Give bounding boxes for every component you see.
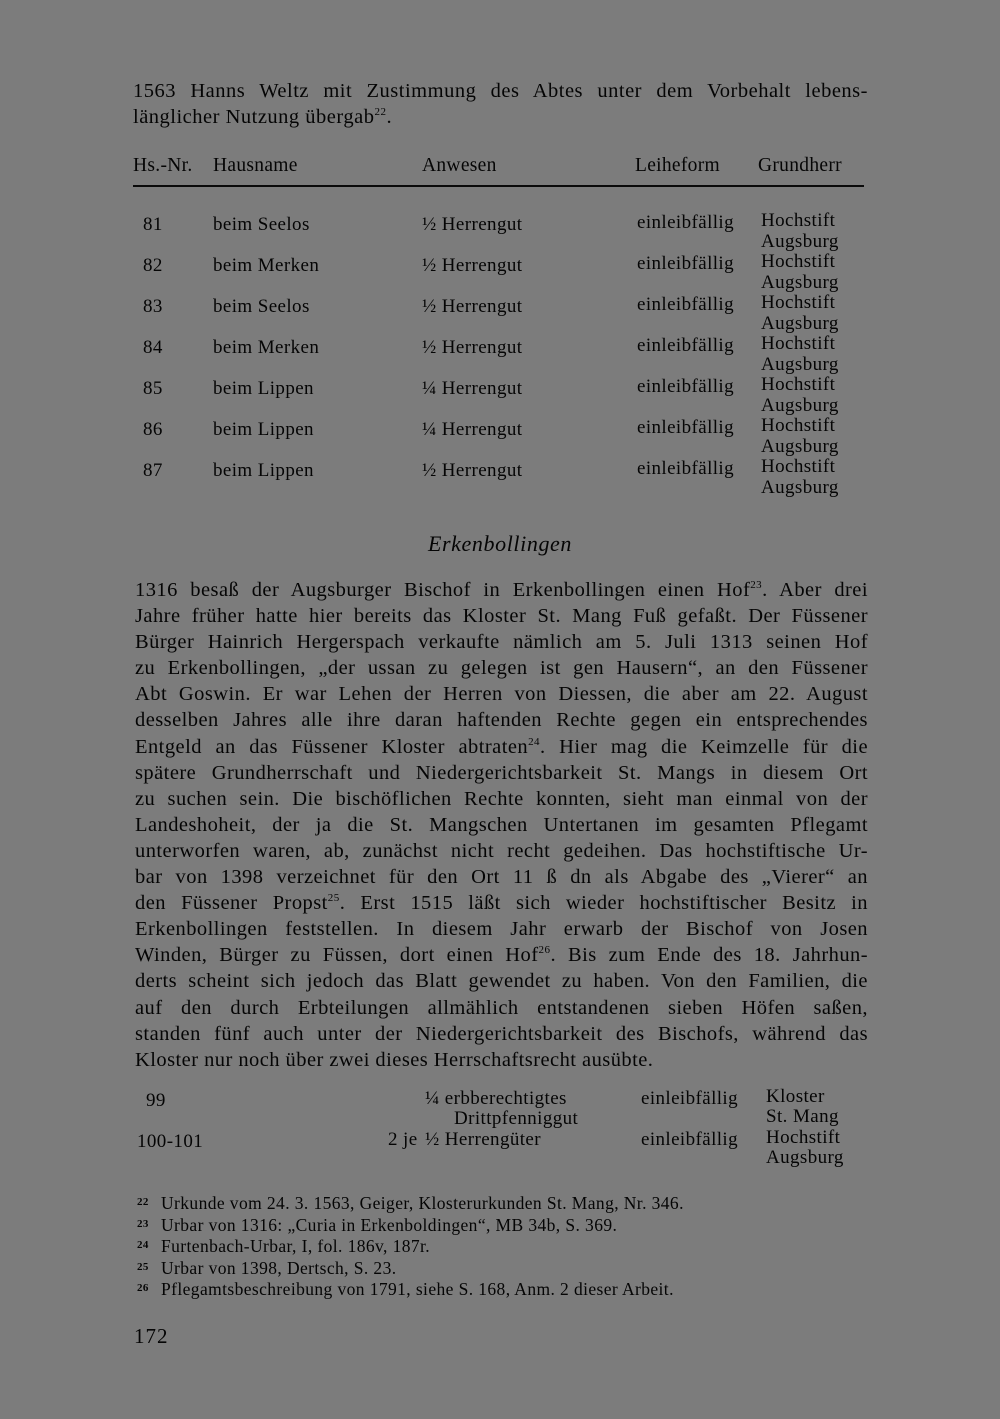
paragraph-line <box>135 629 868 655</box>
footnote-text: Urkunde vom 24. 3. 1563, Geiger, Klosterurkunden St. Mang, Nr. 346. <box>161 1193 684 1213</box>
page-number: 172 <box>134 1324 169 1348</box>
row-hausname: beim Lippen <box>213 419 314 440</box>
row-grundherr-line2: Augsburg <box>761 395 839 416</box>
paragraph-line <box>135 890 868 916</box>
paragraph-text: derts scheint sich jedoch das Blatt gewendet zu haben. Von den Familien, die <box>135 970 868 993</box>
row-anwesen: ½ Herrengut <box>422 296 523 317</box>
row-grundherr-line2: Augsburg <box>761 231 839 252</box>
footnote-mark: 23 <box>137 1217 149 1230</box>
row-leiheform: einleibfällig <box>637 253 734 274</box>
paragraph-text: standen fünf auch unter der Niedergerichtsbarkeit des Bischofs, während das <box>135 1022 868 1045</box>
paragraph-text: Entgeld an das Füssener Kloster abtraten <box>135 735 529 758</box>
paragraph-text: zu Erkenbollingen, „der ussan zu gelegen ist gen Hausern“, an den Füssener <box>135 657 868 680</box>
row-grundherr: Kloster <box>766 1086 825 1107</box>
paragraph-text: . Aber drei <box>762 579 869 601</box>
row-grundherr: Hochstift <box>761 374 836 395</box>
paragraph-text: Erkenbollingen feststellen. In diesem Jahr erwarb der Bischof von Josen <box>135 918 868 941</box>
paragraph-text: Winden, Bürger zu Füssen, dort einen Hof <box>135 944 539 967</box>
paragraph-line <box>135 681 868 707</box>
paragraph-line <box>135 812 868 838</box>
paragraph-text: . Erst 1515 läßt sich wieder hochstiftischer Besitz in <box>339 892 868 915</box>
paragraph-line <box>135 916 868 942</box>
row-grundherr-line2: Augsburg <box>761 354 839 375</box>
row-grundherr-line2: Augsburg <box>761 313 839 334</box>
footnote <box>137 1214 617 1235</box>
row-grundherr: Hochstift <box>761 456 836 477</box>
row-hausname: beim Lippen <box>213 378 314 399</box>
footnote-ref[interactable]: 24 <box>528 735 541 748</box>
row-nr: 86 <box>143 419 163 440</box>
footnote <box>137 1235 430 1256</box>
paragraph-line <box>135 1021 868 1047</box>
paragraph-line <box>135 968 868 994</box>
paragraph-text: Kloster nur noch über zwei dieses Herrschaftsrecht ausübte. <box>135 1048 654 1071</box>
paragraph-line <box>135 603 868 629</box>
row-grundherr-line2: Augsburg <box>766 1147 844 1168</box>
row-hausname: beim Merken <box>213 337 320 358</box>
row-nr: 83 <box>143 296 163 317</box>
row-hausname: beim Lippen <box>213 460 314 481</box>
row-grundherr: Hochstift <box>761 210 836 231</box>
row-grundherr-line2: Augsburg <box>761 477 839 498</box>
row-anwesen: ½ Herrengut <box>422 214 523 235</box>
footnote <box>137 1192 684 1213</box>
paragraph-text: Abt Goswin. Er war Lehen der Herren von Diessen, die aber am 22. August <box>135 683 868 706</box>
row-hausname: beim Seelos <box>213 214 310 235</box>
row-anwesen: ½ Herrengut <box>422 255 523 276</box>
row-leiheform: einleibfällig <box>637 212 734 233</box>
intro-line: 1563 Hanns Weltz mit Zustimmung des Abtes unter dem Vorbehalt lebens- <box>133 80 868 102</box>
row-leiheform: einleibfällig <box>641 1129 738 1150</box>
row-leiheform: einleibfällig <box>637 376 734 397</box>
row-anwesen-line2: Drittpfenniggut <box>454 1108 579 1129</box>
footnote-ref[interactable]: 23 <box>750 579 763 592</box>
paragraph-text: 1316 besaß der Augsburger Bischof in Erkenbollingen einen Hof <box>135 579 751 601</box>
row-grundherr: Hochstift <box>761 333 836 354</box>
row-nr: 87 <box>143 460 163 481</box>
footnote-mark: 26 <box>137 1282 149 1294</box>
row-nr: 100-101 <box>137 1131 204 1152</box>
column-header-anwesen: Anwesen <box>422 155 497 176</box>
intro-line: länglicher Nutzung übergab$^{22}$. <box>133 106 393 128</box>
paragraph-line <box>135 838 868 864</box>
paragraph-text: bar von 1398 verzeichnet für den Ort 11 ß dn als Abgabe des „Vierer“ an <box>135 866 868 889</box>
footnote-mark: 24 <box>137 1239 149 1251</box>
paragraph-line <box>135 707 868 733</box>
row-anwesen: ½ Herrengut <box>422 460 523 481</box>
row-anwesen: ¼ erbberechtigtes <box>425 1088 567 1109</box>
column-header-hausname: Hausname <box>213 155 298 176</box>
row-nr: 82 <box>143 255 163 276</box>
row-leiheform: einleibfällig <box>637 458 734 479</box>
paragraph-line <box>135 577 868 603</box>
row-nr: 85 <box>143 378 163 399</box>
row-nr: 84 <box>143 337 163 358</box>
table-header-rule <box>133 185 864 187</box>
column-header-grundherr: Grundherr <box>758 155 842 176</box>
row-leiheform: einleibfällig <box>641 1088 738 1109</box>
row-nr: 81 <box>143 214 163 235</box>
paragraph-text: spätere Grundherrschaft und Niedergerichtsbarkeit St. Mangs in diesem Ort <box>135 761 868 784</box>
paragraph-line <box>135 942 868 968</box>
footnote-text: Pflegamtsbeschreibung von 1791, siehe S. 168, Anm. 2 dieser Arbeit. <box>161 1279 674 1299</box>
paragraph-line <box>135 864 868 890</box>
paragraph-line <box>135 655 868 681</box>
footnote-text: Furtenbach-Urbar, I, fol. 186v, 187r. <box>161 1236 431 1256</box>
paragraph-line <box>135 1047 868 1073</box>
footnote-text: Urbar von 1316: „Curia in Erkenboldingen“, MB 34b, S. 369. <box>161 1214 618 1235</box>
row-grundherr: Hochstift <box>761 251 836 272</box>
paragraph-text: desselben Jahres alle ihre daran haftenden Rechte gegen ein entsprechendes <box>135 709 868 732</box>
footnote-mark: 25 <box>137 1260 149 1273</box>
row-leiheform: einleibfällig <box>637 335 734 356</box>
row-grundherr-line2: Augsburg <box>761 272 839 293</box>
paragraph-text: unterworfen waren, ab, zunächst nicht recht gedeihen. Das hochstiftische Ur- <box>135 839 868 862</box>
paragraph-text: den Füssener Propst <box>135 892 328 915</box>
paragraph-text: . Bis zum Ende des 18. Jahrhun- <box>550 944 868 967</box>
row-count: 2 je <box>388 1129 418 1150</box>
paragraph-text: zu suchen sein. Die bischöflichen Rechte konnten, sieht man einmal von der <box>135 787 868 810</box>
section-heading: Erkenbollingen <box>427 531 573 556</box>
column-header-leiheform: Leiheform <box>635 155 720 176</box>
footnote-mark: 22 <box>137 1196 149 1208</box>
row-anwesen: ½ Herrengüter <box>425 1129 541 1150</box>
footnote <box>137 1257 397 1278</box>
paragraph-line <box>135 760 868 786</box>
footnote <box>137 1278 674 1299</box>
row-leiheform: einleibfällig <box>637 294 734 315</box>
footnote-ref[interactable]: 25 <box>327 892 340 905</box>
row-grundherr: Hochstift <box>761 415 836 436</box>
row-nr: 99 <box>146 1090 166 1111</box>
row-leiheform: einleibfällig <box>637 417 734 438</box>
row-grundherr: Hochstift <box>761 292 836 313</box>
row-anwesen: ¼ Herrengut <box>422 378 523 399</box>
row-grundherr-line2: Augsburg <box>761 436 839 457</box>
row-hausname: beim Merken <box>213 255 320 276</box>
row-grundherr: Hochstift <box>766 1127 841 1148</box>
paragraph-text: auf den durch Erbteilungen allmählich entstandenen sieben Höfen saßen, <box>135 996 868 1019</box>
body-paragraph <box>135 577 868 1073</box>
column-header-nr: Hs.-Nr. <box>133 155 193 176</box>
paragraph-text: Landeshoheit, der ja die St. Mangschen Untertanen im gesamten Pflegamt <box>135 813 868 836</box>
footnote-text: Urbar von 1398, Dertsch, S. 23. <box>161 1257 397 1278</box>
paragraph-text: . Hier mag die Keimzelle für die <box>540 735 868 758</box>
footnote-ref[interactable]: 22 <box>374 106 387 119</box>
row-grundherr-line2: St. Mang <box>766 1106 839 1127</box>
footnote-ref[interactable]: 26 <box>538 944 551 957</box>
paragraph-line <box>135 995 868 1021</box>
paragraph-line <box>135 786 868 812</box>
intro-paragraph <box>133 78 868 130</box>
row-hausname: beim Seelos <box>213 296 310 317</box>
row-anwesen: ¼ Herrengut <box>422 419 523 440</box>
row-anwesen: ½ Herrengut <box>422 337 523 358</box>
paragraph-line <box>135 734 868 760</box>
paragraph-text: Jahre früher hatte hier bereits das Kloster St. Mang Fuß gefaßt. Der Füssener <box>135 605 868 628</box>
paragraph-text: Bürger Hainrich Hergerspach verkaufte nämlich am 5. Juli 1313 seinen Hof <box>135 631 868 654</box>
